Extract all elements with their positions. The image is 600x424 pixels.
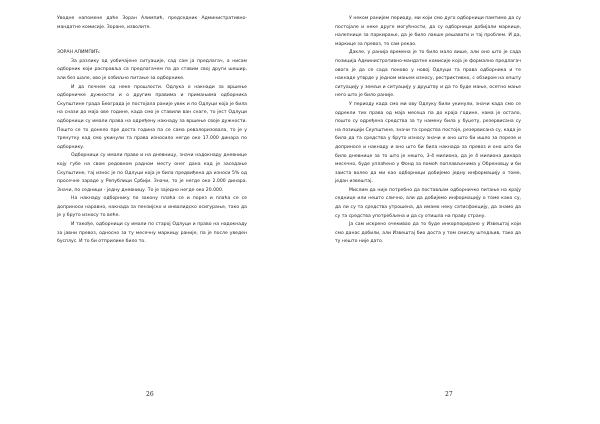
paragraph: Одборници су имали право и на дневницу, значи надокнаду дневнице коју губе на свом редовном радном месту онег дана кад је заседање Скупштине, тај износ је по Одлуци која је била предвиђена да износи 5% од просечне зараде у Републици Србији. Значи, то је негде око 2.000 динара. Значи, по седници - једну дневницу. То је заједно негде око 20.000. (57, 153, 247, 193)
paragraph: Уводне напомене даће Зоран Алимпић, председник Административно-мандатне комисије. Зоране, изволите. (57, 16, 247, 30)
paragraph: Ја сам искрено очекивао да то буде инкорпорирано у Извештај који смо данас добили, али Извештај био доста у том смислу штедљив, тако да ту нешто није дато. (335, 222, 521, 245)
right-page (300, 0, 600, 424)
paragraph: И такође, одборници су имали по старој Одлуци и право на надокнаду за јавни превоз, односно за ту месечну маркицу раније, па је после уведен бусплус. И то би отприлике било то. (57, 222, 247, 245)
paragraph: У неком ранијем периоду, ми који смо дуго одборници памтимо да су постојале и неке друге могућности, да су одборници добијали маркице, налепнице за паркирање, да је било лакше решавати и тај проблем. И да, маркице за превоз, то сам рекао. (335, 16, 521, 47)
paragraph: У периоду када смо ми ову Одлуку били укинули, значи када смо се одрекли тих права од маја месеца па до краја године, нама је остало, пошто су одређена средства за ту намену била у буџету, резервисана су на позицији Скупштине, значи та средства постоје, резервисана су, када је била да та средства у бруто износу значи и оно што би ишло за порезе и доприносе и накнаду и оно што би била накнада за превоз и оно што би било дневнице за то што је нешто, 3-4 милиона, да је 4 милиона динара месечно, буде уплаћено у Фонд за помоћ поплављенима у Обреновцу и би заиста волео да ми као одборници добијемо једну информацију о томе, један извештај. (335, 101, 521, 185)
page-number-right: 27 (445, 391, 453, 398)
paragraph: ЗОРАН АЛИМПИЋ: (57, 50, 101, 56)
right-page-text (335, 15, 521, 247)
paragraph: За разлику од уобичајене ситуације, сад сам ја предлагач, а нисам одборник који расправља са предлагачем па да ставим свој други шешир, али без шале, ово је озбиљно питање за одборнике. (57, 58, 247, 81)
paragraph: Дакле, у ранија времена је то било мало више, али оно што је сада позиција Административно-мандатне комисије која је формално предлагач овога је да се сада поново у новој Одлуци та права одборника и те накнаде утврде у једном мањем износу, рестриктивно, с обзиром на општу ситуацију у земљи и ситуацију у друштву и да то буде мање, осетно мање него што је било раније. (335, 50, 521, 99)
paragraph: На накнаду одборнику по закону плаћа се и порез и плаћа се се доприноси наравно, накнада за пензијско и инвалидско осигурање, тако да је у бруто износу то веће. (57, 196, 247, 219)
left-page-text (57, 15, 247, 247)
page-number-left: 26 (146, 391, 154, 398)
paragraph: И да почнем од неке прошлости. Одлука о накнади за вршење одборничке дужности и о другим правима и примањима одборника Скупштине града Београда је постојала раније увек и по Одлуци која је била на снази до мајa ове године, када смо је ставили ван снаге, то јест Одлуци одборници су имали права на одређену накнаду за вршење своје дужности. Пошто се то донело пре доста година па се сама ревалоризовала, то је у тренутку кад смо укинули та права износило негде око 17.000 динара по одборнику. (57, 84, 247, 150)
paragraph: Мислим да није потребно да постављам одборничко питање на крају седнице или нешто слично, али да добијемо информацију о томе како су, да ли су та средства утрошена, да имамо неку сатисфакцију, да знамо да су та средства употребљена и да су отишла на праву страну. (335, 187, 521, 219)
